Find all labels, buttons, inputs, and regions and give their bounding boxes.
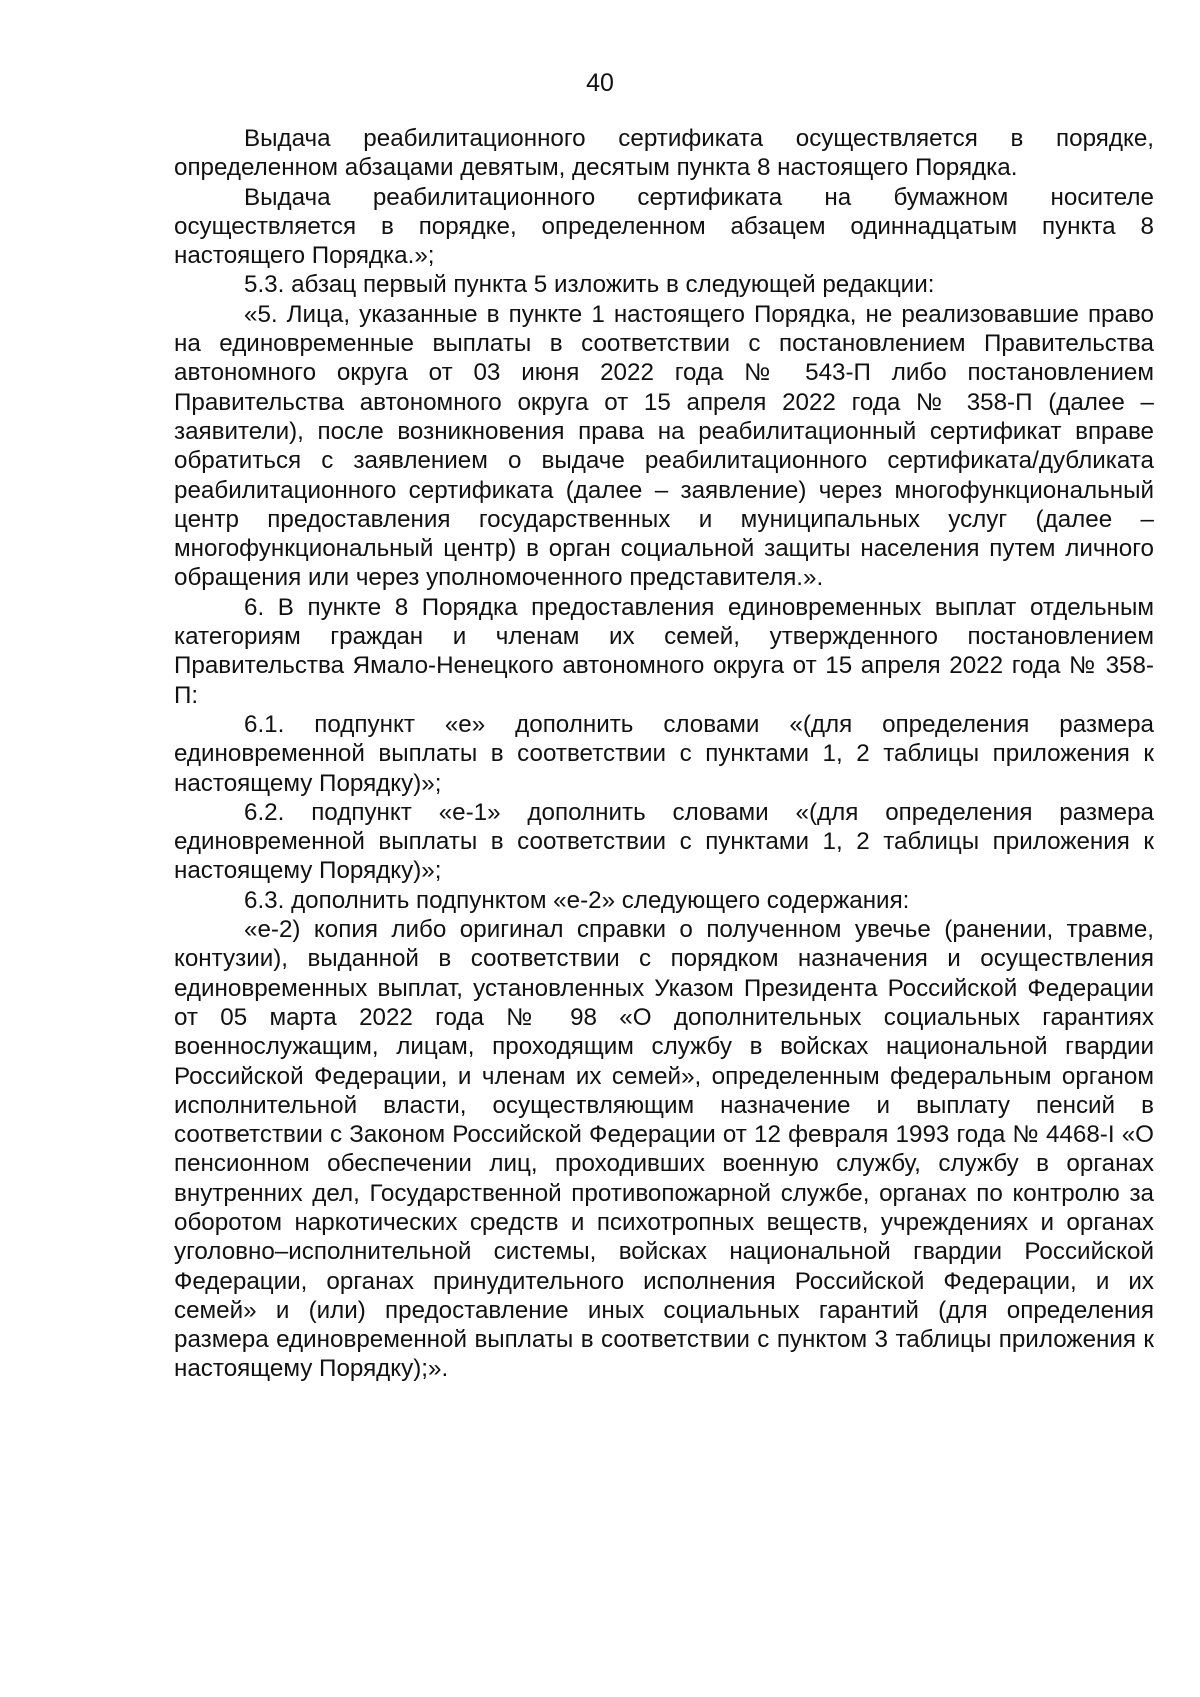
paragraph: 6.1. подпункт «е» дополнить словами «(для определения размера единовременной выплаты в соответствии с пунктами 1, 2 таблицы приложения к настоящему Порядку)»; [174,710,1154,797]
paragraph: 5.3. абзац первый пункта 5 изложить в следующей редакции: [244,271,935,299]
paragraph: 6. В пункте 8 Порядка предоставления единовременных выплат отдельным категориям граждан и членам их семей, утвержденного постановлением Правительства Ямало-Ненецкого автономного округа от 15 апреля 2022 года № 358-П: [174,593,1154,709]
paragraph: «5. Лица, указанные в пункте 1 настоящего Порядка, не реализовавшие право на единовременные выплаты в соответствии с постановлением Правительства автономного округа от 03 июня 2022 года № 543-П либо постановлением Правительства автономного округа от 15 апреля 2022 года № 358-П (далее – заявители), после возникновения права на реабилитационный сертификат вправе обратиться с заявлением о выдаче реабилитационного сертификата/дубликата реабилитационного сертификата (далее – заявление) через многофункциональный центр предоставления государственных и муниципальных услуг (далее – многофункциональный центр) в орган социальной защиты населения путем личного обращения или через уполномоченного представителя.». [174,300,1154,592]
paragraph: Выдача реабилитационного сертификата осуществляется в порядке, определенном абзацами девятым, десятым пункта 8 настоящего Порядка. [174,125,1154,182]
paragraph: «е-2) копия либо оригинал справки о полученном увечье (ранении, травме, контузии), выданной в соответствии с порядком назначения и осуществления единовременных выплат, установленных Указом Президента Российской Федерации от 05 марта 2022 года № 98 «О дополнительных социальных гарантиях военнослужащим, лицам, проходящим службу в войсках национальной гвардии Российской Федерации, и членам их семей», определенным федеральным органом исполнительной власти, осуществляющим назначение и выплату пенсий в соответствии с Законом Российской Федерации от 12 февраля 1993 года № 4468-I «О пенсионном обеспечении лиц, проходивших военную службу, службу в органах внутренних дел, Государственной противопожарной службе, органах по контролю за оборотом наркотических средств и психотропных веществ, учреждениях и органах уголовно–исполнительной системы, войсках национальной гвардии Российской Федерации, органах принудительного исполнения Российской Федерации, и их семей» и (или) предоставление иных социальных гарантий (для определения размера единовременной выплаты в соответствии с пунктом 3 таблицы приложения к настоящему Порядку);». [174,916,1154,1383]
paragraph: 6.3. дополнить подпунктом «е-2» следующего содержания: [244,886,910,914]
paragraph: 6.2. подпункт «е-1» дополнить словами «(для определения размера единовременной выплаты в соответствии с пунктами 1, 2 таблицы приложения к настоящему Порядку)»; [174,798,1154,885]
page-number: 40 [586,69,614,97]
paragraph: Выдача реабилитационного сертификата на бумажном носителе осуществляется в порядке, определенном абзацем одиннадцатым пункта 8 настоящего Порядка.»; [174,183,1154,270]
document-body [174,124,1154,1384]
